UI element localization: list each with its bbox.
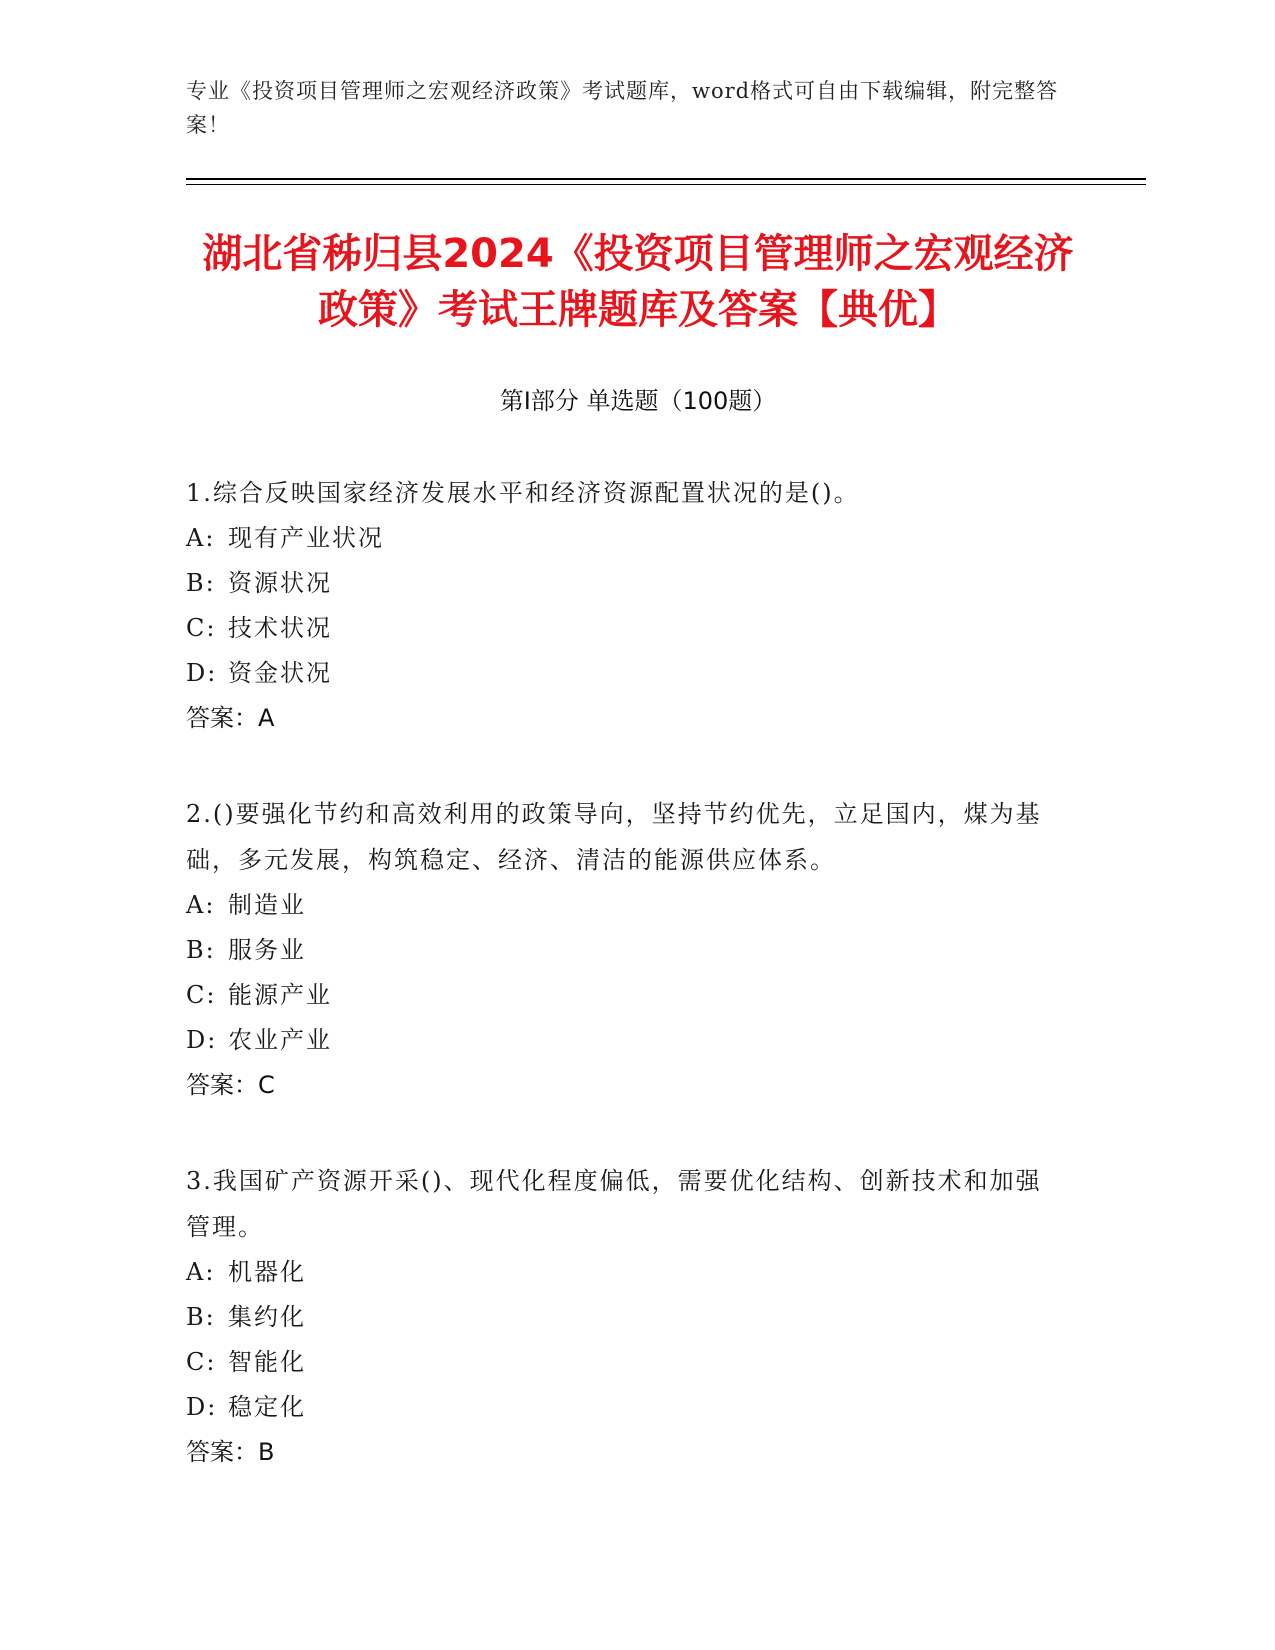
question-stem: 2.()要强化节约和高效利用的政策导向，坚持节约优先，立足国内，煤为基础，多元发展，构筑稳定、经济、清洁的能源供应体系。	[186, 800, 1042, 874]
question-3	[186, 1158, 1066, 1475]
option-d	[186, 1385, 1066, 1430]
option-b	[186, 561, 1066, 606]
option-c	[186, 973, 1066, 1018]
option-text: 制造业	[228, 891, 306, 919]
answer-line: 答案：C	[186, 1071, 275, 1099]
section-title: 第Ⅰ部分 单选题（100题）	[499, 387, 777, 415]
option-d	[186, 1018, 1066, 1063]
option-key: C:	[186, 614, 217, 642]
option-a	[186, 883, 1066, 928]
option-a	[186, 516, 1066, 561]
option-text: 资金状况	[228, 659, 332, 687]
option-key: C:	[186, 981, 217, 1009]
option-b	[186, 1295, 1066, 1340]
option-key: B:	[186, 936, 216, 964]
option-text: 机器化	[228, 1258, 306, 1286]
option-text: 智能化	[228, 1348, 306, 1376]
option-key: A:	[186, 1258, 216, 1286]
option-key: D:	[186, 1026, 218, 1054]
option-text: 农业产业	[228, 1026, 332, 1054]
option-d	[186, 651, 1066, 696]
question-stem: 3.我国矿产资源开采()、现代化程度偏低，需要优化结构、创新技术和加强管理。	[186, 1167, 1042, 1241]
question-1	[186, 470, 1066, 741]
option-key: C:	[186, 1348, 217, 1376]
option-key: D:	[186, 659, 218, 687]
question-stem: 1.综合反映国家经济发展水平和经济资源配置状况的是()。	[186, 479, 860, 507]
option-text: 集约化	[228, 1303, 306, 1331]
option-key: B:	[186, 1303, 216, 1331]
option-text: 服务业	[228, 936, 306, 964]
option-key: A:	[186, 524, 216, 552]
answer-line: 答案：B	[186, 1438, 275, 1466]
question-2	[186, 791, 1066, 1108]
option-text: 资源状况	[228, 569, 332, 597]
option-a	[186, 1250, 1066, 1295]
question-list	[186, 470, 1066, 1525]
option-text: 稳定化	[228, 1393, 306, 1421]
option-key: B:	[186, 569, 216, 597]
header-rule-thick	[186, 178, 1146, 180]
answer-line: 答案：A	[186, 704, 275, 732]
document-title: 湖北省秭归县2024《投资项目管理师之宏观经济政策》考试王牌题库及答案【典优】	[202, 231, 1074, 333]
option-text: 现有产业状况	[228, 524, 384, 552]
header-note: 专业《投资项目管理师之宏观经济政策》考试题库，word格式可自由下载编辑，附完整答案！	[186, 79, 1059, 137]
option-text: 技术状况	[228, 614, 332, 642]
header-rule-thin	[186, 184, 1146, 185]
option-c	[186, 1340, 1066, 1385]
option-key: D:	[186, 1393, 218, 1421]
option-c	[186, 606, 1066, 651]
option-text: 能源产业	[228, 981, 332, 1009]
option-b	[186, 928, 1066, 973]
option-key: A:	[186, 891, 216, 919]
